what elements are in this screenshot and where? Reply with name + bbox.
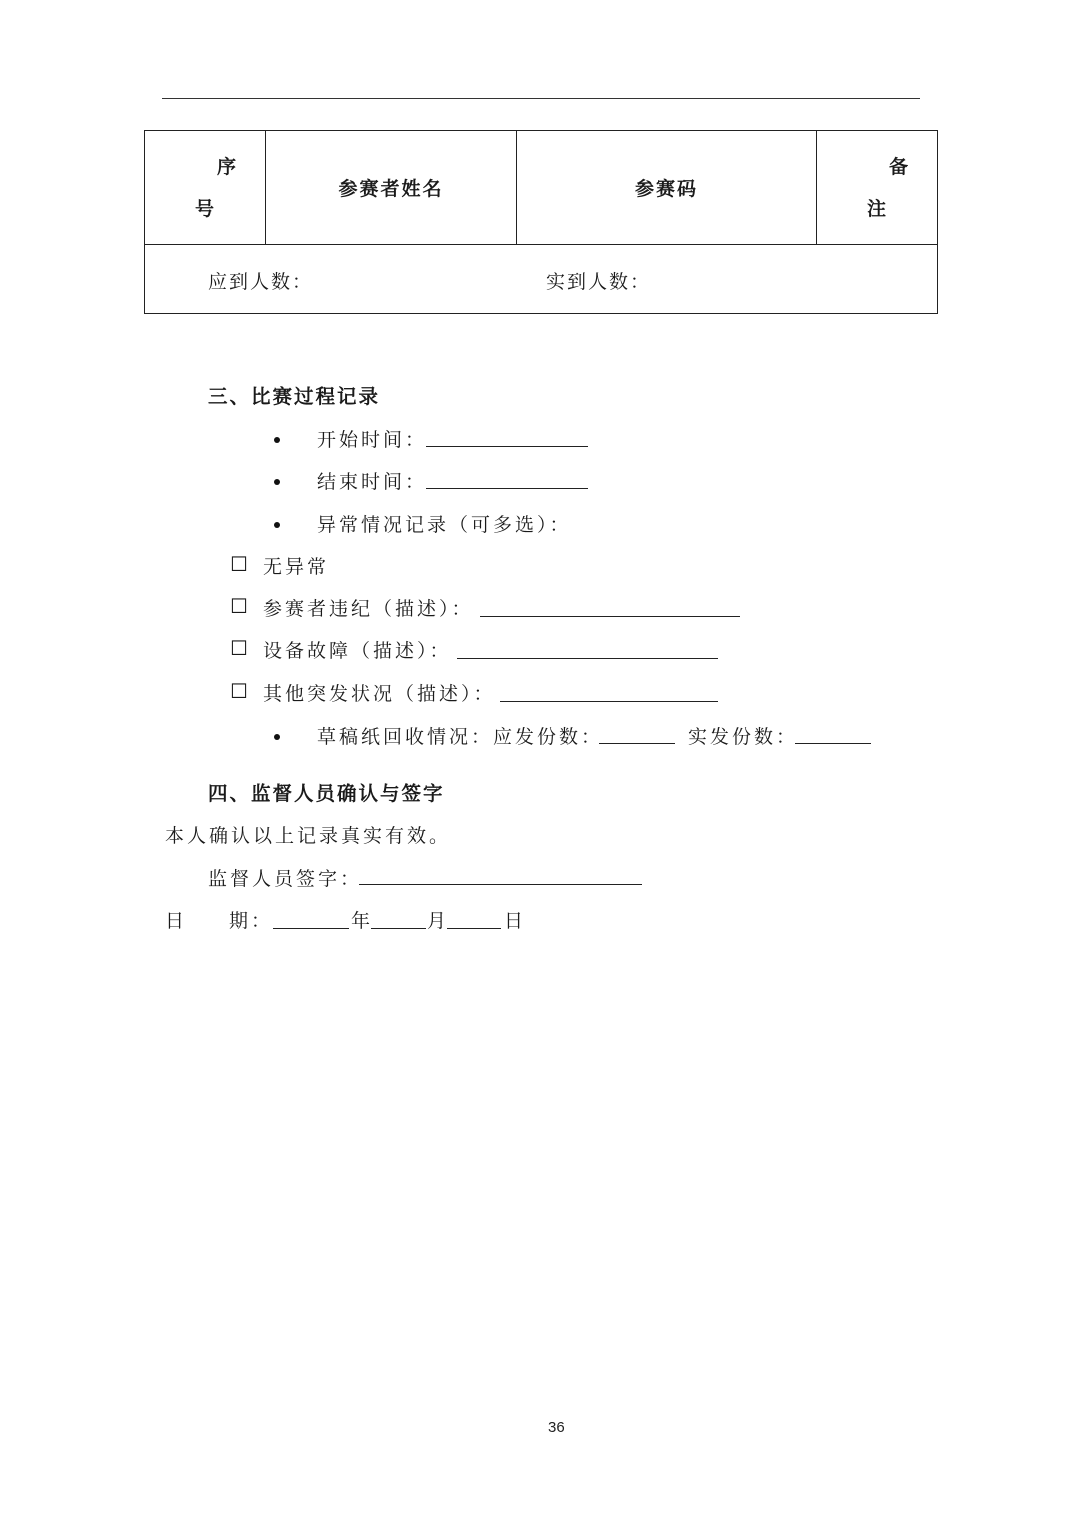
option-violation: 参赛者违纪（描述）： [263,598,474,620]
attendance-row [145,245,938,314]
expected-count-label: 应到人数： [208,271,314,293]
remark-header-char-1: 备 [889,155,909,178]
draft-recovery-label: 草稿纸回收情况：应发份数： [317,726,604,748]
checkbox-icon[interactable]: ☐ [230,636,248,660]
remark-header-cell [817,131,938,245]
seq-header-char-2: 号 [195,197,215,220]
anomaly-label: 异常情况记录（可多选）： [317,514,572,536]
actual-count-label: 实到人数： [546,271,652,293]
issued-copies-blank[interactable] [599,743,675,744]
month-blank[interactable] [371,928,426,929]
start-time-label: 开始时间： [317,429,428,451]
section3-title: 三、比赛过程记录 [208,385,381,408]
day-label: 日 [504,910,527,932]
section4-title: 四、监督人员确认与签字 [208,782,445,805]
remark-header-char-2: 注 [867,197,887,220]
start-time-blank[interactable] [426,446,588,447]
table-header-row [145,131,938,245]
date-label-qi: 期： [229,910,274,932]
page-number: 36 [548,1419,565,1436]
name-header: 参赛者姓名 [266,131,517,245]
date-label-ri: 日 [165,910,188,932]
actual-copies-blank[interactable] [795,743,871,744]
day-blank[interactable] [447,928,501,929]
bullet-icon [274,734,280,740]
roster-table [144,130,938,314]
code-header: 参赛码 [517,131,817,245]
year-blank[interactable] [273,928,349,929]
actual-copies-label: 实发份数： [688,726,799,748]
bullet-icon [274,479,280,485]
year-label: 年 [351,910,374,932]
checkbox-icon[interactable]: ☐ [230,679,248,703]
checkbox-icon[interactable]: ☐ [230,594,248,618]
end-time-label: 结束时间： [317,471,428,493]
attendance-cell [145,245,938,314]
checkbox-icon[interactable]: ☐ [230,552,248,576]
confirm-text: 本人确认以上记录真实有效。 [165,825,452,847]
option-equipment-fault: 设备故障（描述）： [263,640,452,662]
signature-blank[interactable] [359,884,642,885]
signature-label: 监督人员签字： [208,868,363,890]
equipment-fault-blank[interactable] [457,658,718,659]
month-label: 月 [427,910,450,932]
seq-header-char-1: 序 [217,155,237,178]
bullet-icon [274,522,280,528]
option-no-anomaly: 无异常 [263,556,330,578]
violation-blank[interactable] [480,616,740,617]
header-rule [162,98,920,99]
bullet-icon [274,437,280,443]
end-time-blank[interactable] [426,488,588,489]
option-other-emergency: 其他突发状况（描述）： [263,683,496,705]
seq-header-cell [145,131,266,245]
other-emergency-blank[interactable] [500,701,718,702]
